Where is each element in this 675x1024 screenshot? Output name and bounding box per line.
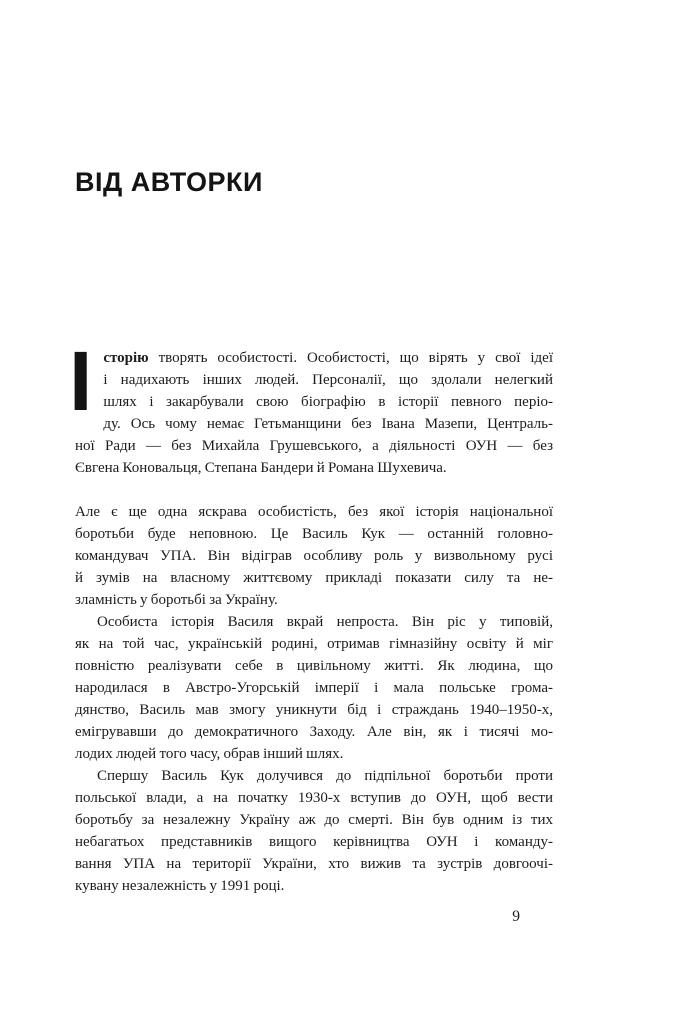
body-paragraphs xyxy=(69,334,553,897)
text-line: як на той час, українській родині, отримав гімназійну освіту й міг xyxy=(75,636,553,652)
text-line: і надихають інших людей. Персоналії, що здолали нелегкий xyxy=(103,372,553,388)
page-number: 9 xyxy=(512,908,520,925)
text-line: вання УПА на території України, хто вижив та зустрів довгоочі- xyxy=(75,856,553,872)
paragraph xyxy=(69,334,553,479)
text-line: сторію творять особистості. Особистості, що вірять у свої ідеї xyxy=(103,350,553,366)
text-line: лодих людей того часу, обрав інший шлях. xyxy=(75,746,344,762)
text-line: боротьбу за незалежну Україну аж до смерті. Він був одним із тих xyxy=(75,812,553,828)
text-line: повністю реалізувати себе в цивільному житті. Як людина, що xyxy=(75,658,553,674)
lead-word: сторію xyxy=(103,350,149,366)
text-line: небагатьох представників вищого керівництва ОУН і команду- xyxy=(75,834,553,850)
page-content xyxy=(69,0,553,897)
drop-cap: І xyxy=(69,334,93,428)
text-line: дянство, Василь мав змогу уникнути бід і страждань 1940–1950-х, xyxy=(75,702,553,718)
text-line: ду. Ось чому немає Гетьманщини без Івана Мазепи, Централь- xyxy=(103,416,553,432)
text-line: командувач УПА. Він відіграв особливу роль у визвольному русі xyxy=(75,548,553,564)
text-line: боротьби буде неповною. Це Василь Кук — останній головно- xyxy=(75,526,553,542)
text-line: Спершу Василь Кук долучився до підпільної боротьби проти xyxy=(97,768,553,784)
text-line: кувану незалежність у 1991 році. xyxy=(75,878,285,894)
text-line: польської влади, а на початку 1930-х вступив до ОУН, щоб вести xyxy=(75,790,553,806)
text-line: емігрувавши до демократичного Заходу. Але він, як і тисячі мо- xyxy=(75,724,553,740)
text-line: ної Ради — без Михайла Грушевського, а діяльності ОУН — без xyxy=(75,438,553,454)
paragraph xyxy=(75,501,553,611)
text-line: Але є ще одна яскрава особистість, без якої історія національної xyxy=(75,504,553,520)
text-line: народилася в Австро-Угорській імперії і мала польське грома- xyxy=(75,680,553,696)
text-line: зламність у боротьбі за Україну. xyxy=(75,592,278,608)
text-line: й зумів на власному життєвому прикладі показати силу та не- xyxy=(75,570,553,586)
text-line: Особиста історія Василя вкрай непроста. Він ріс у типовій, xyxy=(97,614,553,630)
chapter-title: ВІД АВТОРКИ xyxy=(75,167,263,197)
paragraph xyxy=(75,765,553,897)
text-line: Євгена Коновальця, Степана Бандери й Романа Шухевича. xyxy=(75,460,447,476)
paragraph xyxy=(75,611,553,765)
text-line: шлях і закарбували свою біографію в історії певного періо- xyxy=(103,394,553,410)
